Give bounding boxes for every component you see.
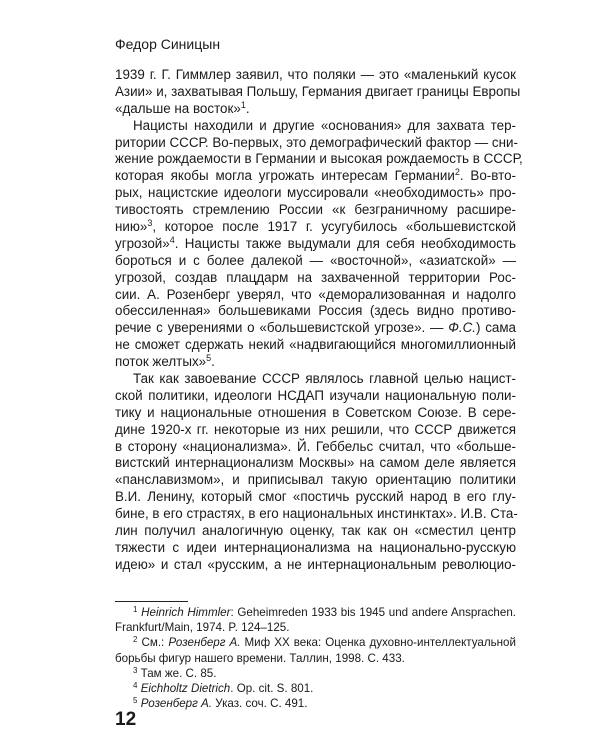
text-segment: сии. А. Розенберг уверял, что «деморализованная и надолго <box>115 286 516 302</box>
text-segment: в сторону «национализма». Й. Геббельс считал, что «больше- <box>115 438 516 454</box>
text-segment: ской политики, идеологи НСДАП изучали национальную поли- <box>115 387 516 403</box>
text-segment: лин получил аналогичную оценку, так как он «сместил центр <box>115 523 516 539</box>
text-segment: «панславизмом», и приписывал такую ориентацию политики <box>115 472 516 488</box>
text-segment: вистский интернационализм Москвы» на самом деле является <box>115 455 516 471</box>
footnote-ref: 2 <box>133 635 138 645</box>
text-line <box>115 337 516 354</box>
paragraph <box>115 117 523 371</box>
footnote <box>115 696 516 711</box>
text-segment: . <box>211 354 215 370</box>
footnotes <box>115 605 516 711</box>
footnote-ref: 2 <box>454 167 460 178</box>
text-segment: «дальше на восток» <box>115 100 241 116</box>
text-segment: нию» <box>115 219 148 235</box>
text-segment: которая якобы могла угрожать интересам Германии <box>115 168 455 184</box>
text-segment: борьбы фигур нашего времени. Таллин, 1998. С. 433. <box>115 651 405 665</box>
paragraph <box>115 371 516 574</box>
text-segment: : Geheimreden 1933 bis 1945 und andere Ansprachen. <box>230 606 516 619</box>
text-line <box>115 523 516 540</box>
text-segment: Так как завоевание СССР являлось главной целью нацист- <box>133 371 516 387</box>
text-line <box>115 489 516 506</box>
italic-text: Розенберг А. <box>168 636 241 650</box>
text-line <box>115 472 516 489</box>
text-segment: , которое после 1917 г. усугубилось «большевистской <box>152 219 516 235</box>
text-segment: не сможет сдержать некий «надвигающийся многомиллионный <box>115 337 516 353</box>
text-line <box>115 270 516 287</box>
text-segment: Нацисты находили и другие «основания» для захвата тер- <box>133 117 516 133</box>
text-segment: угрозой» <box>115 235 170 251</box>
text-line <box>115 135 516 152</box>
text-segment: Указ. соч. С. 491. <box>212 697 308 711</box>
text-line <box>115 422 516 439</box>
footnote-divider <box>115 601 188 602</box>
text-line <box>115 67 516 84</box>
text-segment: . Во-вто- <box>459 168 516 184</box>
text-line <box>115 253 516 270</box>
text-line <box>115 371 516 388</box>
text-line <box>115 202 516 219</box>
text-line <box>115 236 516 253</box>
text-segment: . Op. cit. S. 801. <box>230 681 314 695</box>
text-segment: 1939 г. Г. Гиммлер заявил, что поляки — это «маленький кусок <box>115 67 516 82</box>
footnote <box>115 681 516 696</box>
text-segment: Frankfurt/Main, 1974. P. 124–125. <box>115 621 290 635</box>
footnote-ref: 1 <box>240 99 246 110</box>
footnote-ref: 1 <box>133 605 138 614</box>
body-text <box>115 67 523 574</box>
text-line <box>115 388 516 405</box>
text-segment: В.И. Ленину, который смог «постичь русский народ в его глу- <box>115 489 516 505</box>
text-segment: рых, нацистские идеологи муссировали «необходимость» про- <box>115 185 516 201</box>
text-line <box>115 168 516 185</box>
paragraph <box>115 67 521 118</box>
italic-text: Ф.С. <box>448 320 476 336</box>
text-line <box>115 666 516 681</box>
text-segment: ) сама <box>475 320 516 336</box>
text-line <box>115 83 521 101</box>
text-segment: См.: <box>137 636 169 650</box>
text-segment: Миф XX века: Оценка духовно-интеллектуальной <box>240 636 516 650</box>
text-line <box>115 219 516 236</box>
text-segment: поток желтых» <box>115 354 207 370</box>
running-header-author: Федор Синицын <box>115 36 221 52</box>
text-segment: тяжести с идеи интернационализма на национально-русскую <box>115 539 516 555</box>
italic-text: Eichholtz Dietrich <box>140 681 231 695</box>
text-line <box>115 118 516 135</box>
text-line <box>115 635 516 650</box>
text-segment: . Нацисты также выдумали для себя необходимость <box>174 235 516 251</box>
text-segment: ритории СССР. Во-первых, это демографический фактор — сни- <box>115 134 518 150</box>
text-line <box>115 320 516 337</box>
text-line <box>115 439 516 456</box>
text-line <box>115 557 516 574</box>
text-line <box>115 405 516 422</box>
text-segment: дине 1920-х гг. некоторые из них решили, что СССР движется <box>115 421 516 437</box>
text-segment: . <box>245 100 250 116</box>
footnote <box>115 666 516 681</box>
text-line <box>115 287 516 304</box>
footnote <box>115 635 516 665</box>
text-line <box>115 101 516 118</box>
footnote <box>115 605 516 635</box>
footnote-ref: 4 <box>169 234 175 245</box>
footnote-ref: 3 <box>147 218 153 229</box>
text-line <box>115 303 516 320</box>
text-line <box>115 354 516 371</box>
text-segment: бороться и с более далекой — «восточной», «азиатской» — <box>115 252 516 268</box>
text-segment: идею» и стал «русским, а не интернациональным революцио- <box>115 556 516 572</box>
text-segment: угрозой, создав плацдарм на захваченной территории Рос- <box>115 269 516 285</box>
page-number: 12 <box>115 709 137 730</box>
text-segment: Азии» и, захватывая Польшу, Германия двигает границы Европы <box>115 83 521 99</box>
text-segment: бине, в его страстях, в его национальных инстинктах». И.В. Ста- <box>115 506 518 522</box>
text-line <box>115 620 516 635</box>
text-segment: речие с уверениями о «большевистской угрозе». — <box>115 320 449 336</box>
footnote-ref: 4 <box>133 680 138 690</box>
text-segment: тику и национальные отношения в Советском Союзе. В сере- <box>115 404 516 420</box>
text-line <box>115 185 516 202</box>
footnote-ref: 5 <box>133 696 138 706</box>
text-line <box>115 151 523 168</box>
text-line <box>115 651 516 666</box>
text-segment: Там же. С. 85. <box>137 666 217 680</box>
text-segment: тивостоять стремлению России «к безграничному расшире- <box>115 202 516 218</box>
text-segment: обессиленная» большевиками Россия (здесь видно противо- <box>115 303 516 319</box>
footnote-ref: 3 <box>133 665 138 675</box>
text-line <box>115 605 516 620</box>
text-line <box>115 455 516 472</box>
italic-text: Heinrich Himmler <box>141 606 231 619</box>
text-line <box>115 681 516 696</box>
footnote-ref: 5 <box>206 353 212 364</box>
text-line <box>115 506 516 523</box>
italic-text: Розенберг А. <box>140 697 213 711</box>
text-line <box>115 540 516 557</box>
text-segment: жение рождаемости в Германии и высокая рождаемость в СССР, <box>115 151 523 167</box>
text-line <box>115 696 516 711</box>
